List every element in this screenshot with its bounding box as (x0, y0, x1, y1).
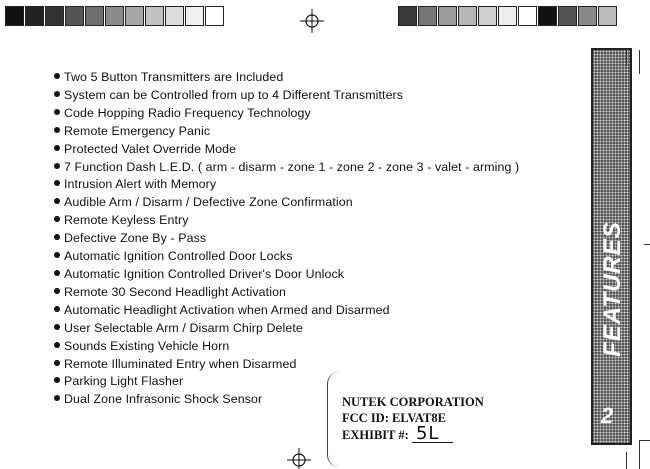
calibration-swatch (45, 6, 64, 26)
calibration-swatch (498, 6, 517, 26)
scan-edge-mark (639, 50, 640, 74)
feature-item (54, 159, 519, 177)
scan-edge-mark (626, 50, 627, 66)
feature-item (54, 356, 519, 374)
feature-text: Two 5 Button Transmitters are Included (64, 70, 284, 84)
calibration-swatch (105, 6, 124, 26)
fcc-exhibit-stamp (327, 372, 527, 467)
calibration-swatch (458, 6, 477, 26)
feature-text: Audible Arm / Disarm / Defective Zone Confirmation (64, 195, 353, 210)
bullet-icon (54, 145, 60, 151)
stamp-exhibit-row (342, 423, 484, 444)
bullet-icon (54, 91, 60, 97)
bullet-icon (54, 270, 60, 276)
calibration-swatch (538, 6, 557, 26)
feature-text: Dual Zone Infrasonic Shock Sensor (64, 392, 263, 407)
bullet-icon (54, 73, 60, 79)
bullet-icon (54, 288, 60, 294)
feature-text: Remote Emergency Panic (64, 123, 211, 138)
scan-edge-mark (644, 244, 650, 245)
calibration-swatch (558, 6, 577, 26)
calibration-swatch (418, 6, 437, 26)
feature-item (54, 87, 519, 105)
feature-item (54, 266, 519, 284)
bullet-icon (54, 342, 60, 348)
sidebar-title: FEATURES (599, 221, 626, 357)
calibration-strip-right (398, 6, 618, 26)
calibration-swatch (578, 6, 597, 26)
feature-text: Intrusion Alert with Memory (64, 177, 217, 192)
bullet-icon (54, 360, 60, 366)
calibration-swatch (205, 6, 224, 26)
bullet-icon (54, 324, 60, 330)
calibration-swatch (125, 6, 144, 26)
feature-text: Sounds Existing Vehicle Horn (64, 338, 230, 353)
feature-item (54, 105, 519, 123)
registration-mark-top-icon (300, 9, 324, 33)
feature-item (54, 248, 519, 266)
feature-item (54, 212, 519, 230)
feature-text: Automatic Ignition Controlled Door Locks (64, 249, 293, 264)
feature-text: Protected Valet Override Mode (64, 141, 237, 156)
stamp-exhibit-value: 5L (412, 426, 453, 443)
feature-text: System can be Controlled from up to 4 Different Transmitters (64, 87, 404, 102)
feature-item (54, 302, 519, 320)
feature-list (54, 69, 519, 409)
scan-edge-mark (639, 440, 640, 469)
bullet-icon (54, 163, 60, 169)
calibration-swatch (518, 6, 537, 26)
feature-item (54, 176, 519, 194)
feature-item (54, 194, 519, 212)
feature-item (54, 338, 519, 356)
bullet-icon (54, 180, 60, 186)
calibration-swatch (185, 6, 204, 26)
stamp-company: NUTEK CORPORATION (342, 395, 484, 409)
bullet-icon (54, 234, 60, 240)
calibration-swatch (25, 6, 44, 26)
page-number: 2 (601, 403, 614, 428)
feature-text: 7 Function Dash L.E.D. ( arm - disarm - zone 1 - zone 2 - zone 3 - valet - arming ) (64, 159, 520, 174)
stamp-fcc-id: FCC ID: ELVAT8E (342, 411, 446, 425)
bullet-icon (54, 198, 60, 204)
stamp-exhibit-label: EXHIBIT #: (342, 428, 409, 442)
feature-item (54, 123, 519, 141)
feature-text: User Selectable Arm / Disarm Chirp Delete (64, 320, 303, 335)
feature-item (54, 230, 519, 248)
calibration-swatch (145, 6, 164, 26)
feature-item (54, 141, 519, 159)
bullet-icon (54, 252, 60, 258)
scan-edge-mark (639, 440, 650, 441)
calibration-swatch (398, 6, 417, 26)
feature-text: Remote Illuminated Entry when Disarmed (64, 356, 297, 371)
registration-mark-bottom-icon (287, 448, 311, 469)
features-sidebar-tab (591, 48, 632, 445)
feature-item (54, 320, 519, 338)
feature-text: Code Hopping Radio Frequency Technology (64, 105, 311, 120)
feature-text: Remote Keyless Entry (64, 213, 189, 228)
calibration-swatch (438, 6, 457, 26)
feature-item (54, 69, 519, 87)
bullet-icon (54, 306, 60, 312)
calibration-swatch (85, 6, 104, 26)
stamp-bracket (327, 372, 340, 467)
calibration-swatch (478, 6, 497, 26)
bullet-icon (54, 395, 60, 401)
bullet-icon (54, 216, 60, 222)
calibration-strip-left (5, 6, 225, 26)
feature-text: Parking Light Flasher (64, 374, 184, 389)
scan-edge-mark (626, 452, 627, 469)
feature-text: Automatic Headlight Activation when Armed and Disarmed (64, 302, 390, 317)
calibration-swatch (598, 6, 617, 26)
bullet-icon (54, 377, 60, 383)
calibration-swatch (65, 6, 84, 26)
bullet-icon (54, 109, 60, 115)
feature-item (54, 284, 519, 302)
feature-text: Defective Zone By - Pass (64, 231, 207, 246)
bullet-icon (54, 127, 60, 133)
feature-text: Automatic Ignition Controlled Driver's Door Unlock (64, 266, 345, 281)
calibration-swatch (165, 6, 184, 26)
feature-text: Remote 30 Second Headlight Activation (64, 284, 287, 299)
calibration-swatch (5, 6, 24, 26)
